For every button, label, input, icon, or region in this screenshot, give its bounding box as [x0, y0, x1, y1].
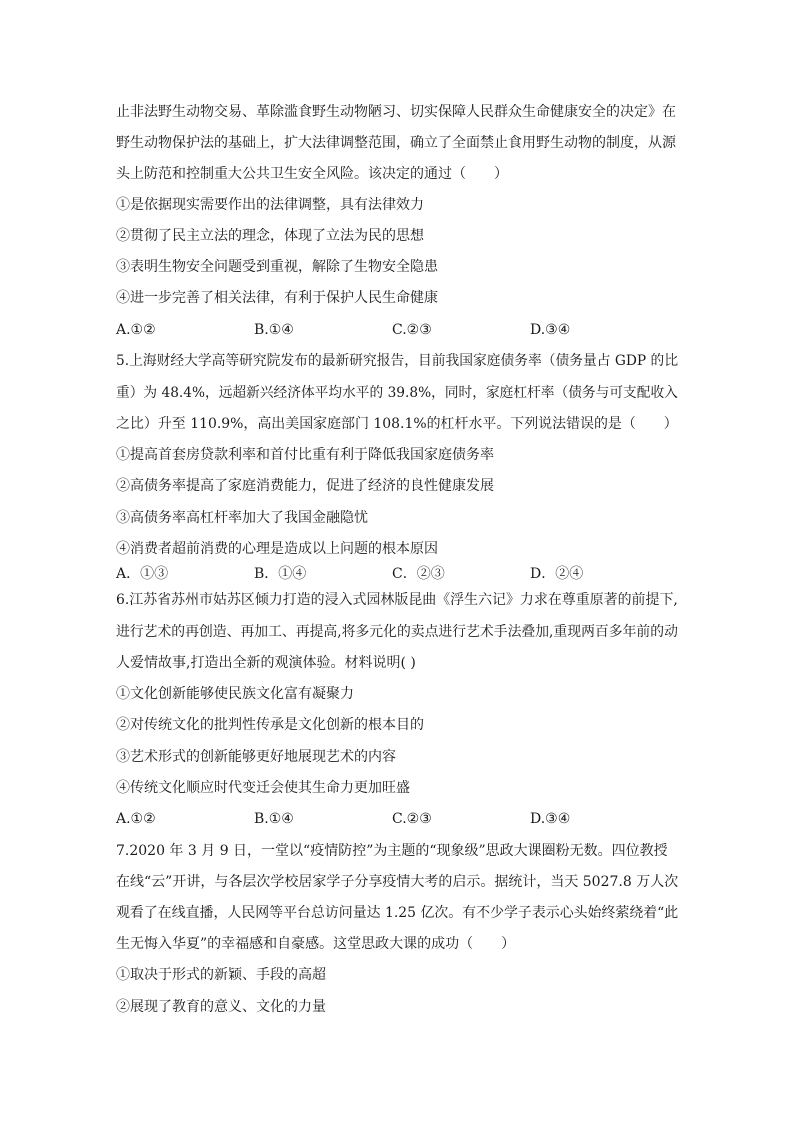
- q7-item-1: ①取决于形式的新颖、手段的高超: [116, 967, 326, 983]
- q4-option-b: B.①④: [254, 322, 294, 338]
- q4-item-1: ①是依据现实需要作出的法律调整，具有法律效力: [116, 197, 424, 213]
- q6-option-d: D.③④: [530, 811, 571, 827]
- q5-item-2: ②高债务率提高了家庭消费能力，促进了经济的良性健康发展: [116, 478, 494, 494]
- q7-stem-line-1: 7.2020 年 3 月 9 日，一堂以“疫情防控”为主题的“现象级”思政大课圈粉无数。四位教授: [116, 843, 668, 859]
- q6-item-1: ①文化创新能够使民族文化富有凝聚力: [116, 686, 354, 702]
- q4-option-a: A.①②: [116, 322, 156, 338]
- q5-option-b: B．①④: [254, 566, 307, 582]
- q4-item-3: ③表明生物安全问题受到重视，解除了生物安全隐患: [116, 259, 438, 275]
- q6-option-c: C.②③: [392, 811, 432, 827]
- q5-item-1: ①提高首套房贷款利率和首付比重有利于降低我国家庭债务率: [116, 447, 494, 463]
- q5-item-4: ④消费者超前消费的心理是造成以上问题的根本原因: [116, 541, 438, 557]
- q5-stem-line-1: 5.上海财经大学高等研究院发布的最新研究报告，目前我国家庭债务率（债务量占 GDP 的比: [116, 353, 679, 369]
- q6-item-4: ④传统文化顺应时代变迁会使其生命力更加旺盛: [116, 780, 410, 796]
- q5-stem-line-3: 之比）升至 110.9%，高出美国家庭部门 108.1%的杠杆水平。下列说法错误的是（ ）: [116, 416, 678, 432]
- q6-stem-line-2: 进行艺术的再创造、再加工、再提高,将多元化的卖点进行艺术手法叠加,重现两百多年前的动: [116, 624, 678, 640]
- q6-item-3: ③艺术形式的创新能够更好地展现艺术的内容: [116, 749, 396, 765]
- q6-item-2: ②对传统文化的批判性传承是文化创新的根本目的: [116, 717, 424, 733]
- q4-stem-line-1: 止非法野生动物交易、革除滥食野生动物陋习、切实保障人民群众生命健康安全的决定》在: [116, 104, 676, 120]
- q4-stem-line-2: 野生动物保护法的基础上，扩大法律调整范围，确立了全面禁止食用野生动物的制度，从源: [116, 135, 676, 151]
- q5-stem-line-2: 重）为 48.4%，远超新兴经济体平均水平的 39.8%，同时，家庭杠杆率（债务与可支配收入: [116, 385, 678, 401]
- q4-item-2: ②贯彻了民主立法的理念，体现了立法为民的思想: [116, 228, 424, 244]
- q6-option-a: A.①②: [116, 811, 156, 827]
- q7-stem-line-3: 观看了在线直播，人民网等平台总访问量达 1.25 亿次。有不少学子表示心头始终萦绕着“此: [116, 905, 679, 921]
- q4-option-d: D.③④: [530, 322, 571, 338]
- q5-option-a: A．①③: [116, 566, 169, 582]
- q4-item-4: ④进一步完善了相关法律，有利于保护人民生命健康: [116, 290, 438, 306]
- q4-stem-line-3: 头上防范和控制重大公共卫生安全风险。该决定的通过（ ）: [116, 166, 508, 182]
- q5-option-c: C．②③: [392, 566, 445, 582]
- q5-item-3: ③高债务率高杠杆率加大了我国金融隐忧: [116, 510, 368, 526]
- q6-stem-line-3: 人爱情故事,打造出全新的观演体验。材料说明( ): [116, 655, 416, 671]
- q5-option-d: D．②④: [530, 566, 584, 582]
- q7-item-2: ②展现了教育的意义、文化的力量: [116, 999, 326, 1015]
- q6-stem-line-1: 6.江苏省苏州市姑苏区倾力打造的浸入式园林版昆曲《浮生六记》力求在尊重原著的前提下,: [116, 592, 678, 608]
- q6-option-b: B.①④: [254, 811, 294, 827]
- q4-option-c: C.②③: [392, 322, 432, 338]
- q7-stem-line-2: 在线“云”开讲，与各层次学校居家学子分享疫情大考的启示。据统计，当天 5027.8 万人次: [116, 874, 679, 890]
- q7-stem-line-4: 生无悔入华夏”的幸福感和自豪感。这堂思政大课的成功（ ）: [116, 936, 516, 952]
